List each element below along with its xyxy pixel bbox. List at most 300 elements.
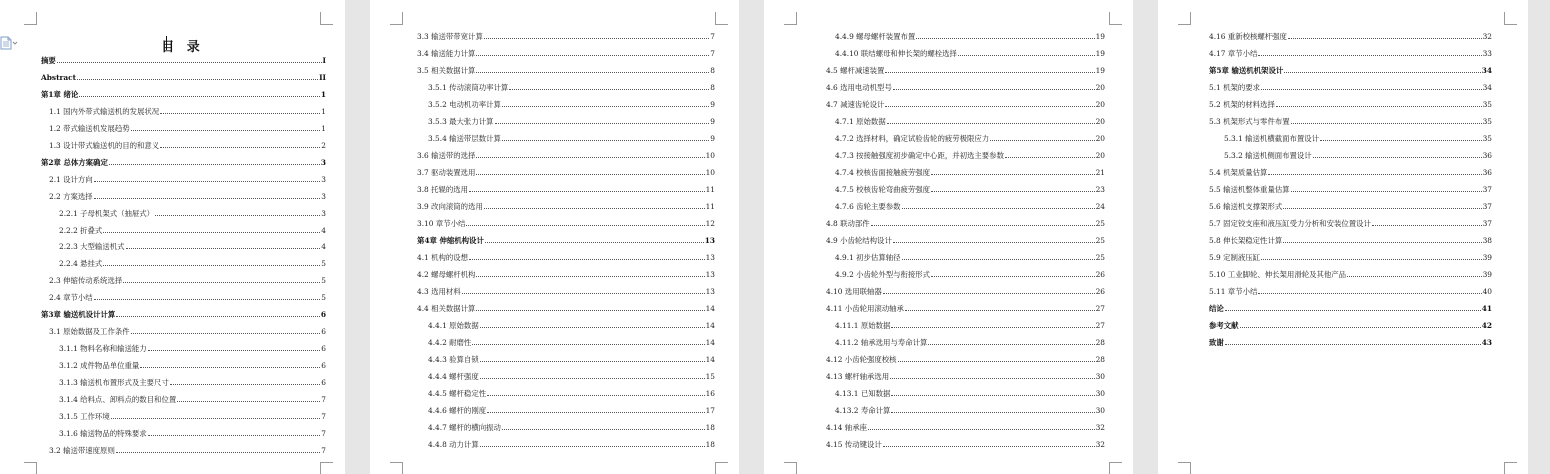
toc-entry-title: 2.4 章节小结: [49, 293, 93, 303]
toc-entry-title: 3.1.5 工作环境: [59, 411, 110, 421]
toc-entry-title: 3.4 输送能力计算: [417, 49, 476, 58]
toc-entry-page-number: 14: [705, 338, 715, 347]
toc-entry-page-number: 8: [710, 66, 715, 75]
toc-entry[interactable]: [59, 226, 326, 235]
toc-entry-page-number: 28: [1095, 355, 1105, 364]
toc-entry-page-number: I: [322, 56, 326, 65]
toc-leader-dots: [131, 130, 321, 131]
toc-entry-title: 致谢: [1209, 338, 1224, 347]
toc-entry-title: 4.7.1 原始数据: [835, 117, 886, 126]
toc-entry[interactable]: [417, 287, 715, 296]
toc-entry-title: 4.2 螺母螺杆机构: [417, 270, 476, 279]
toc-leader-dots: [469, 191, 705, 192]
toc-leader-dots: [885, 72, 1094, 73]
toc-entry[interactable]: [1224, 134, 1492, 143]
toc-leader-dots: [1313, 157, 1482, 158]
toc-leader-dots: [160, 113, 320, 114]
toc-leader-dots: [1258, 293, 1481, 294]
toc-entry-page-number: 7: [321, 445, 326, 455]
toc-leader-dots: [893, 242, 1095, 243]
toc-entry-page-number: 7: [321, 395, 326, 404]
toc-entry[interactable]: [417, 219, 715, 228]
document-page-3: [764, 0, 1133, 474]
toc-entry[interactable]: [417, 202, 715, 211]
toc-entry-page-number: 11: [705, 202, 715, 211]
toc-entry[interactable]: [1209, 287, 1492, 296]
toc-entry-page-number: 5: [321, 276, 326, 286]
toc-entry-title: 4.4.4 螺杆强度: [428, 372, 479, 381]
toc-entry[interactable]: [826, 440, 1105, 449]
toc-entry-title: 4.13.1 已知数据: [835, 389, 891, 398]
toc-entry[interactable]: [826, 100, 1105, 109]
toc-entry-page-number: 14: [705, 304, 715, 313]
toc-entry[interactable]: [826, 236, 1105, 245]
toc-entry-title: 4.9 小齿轮结构设计: [826, 236, 892, 245]
toc-entry-title: 4.14 轴承座: [826, 423, 867, 432]
toc-entry-page-number: 6: [321, 361, 326, 371]
toc-entry[interactable]: [835, 406, 1105, 415]
toc-entry-page-number: 8: [710, 83, 715, 92]
toc-entry[interactable]: [1209, 49, 1492, 58]
toc-leader-dots: [103, 232, 320, 233]
toc-entry[interactable]: [49, 141, 326, 150]
toc-entry-title: 2.2.4 悬挂式: [59, 259, 103, 269]
toc-entry[interactable]: [835, 321, 1105, 330]
toc-entry-title: 4.1 机构的设想: [417, 253, 469, 262]
toc-entry[interactable]: [826, 372, 1105, 381]
toc-entry[interactable]: [428, 117, 715, 126]
toc-entry-page-number: 17: [705, 406, 715, 415]
toc-entry[interactable]: [835, 134, 1105, 143]
toc-entry[interactable]: [1209, 253, 1492, 262]
toc-leader-dots: [109, 164, 320, 165]
toc-leader-dots: [890, 378, 1094, 379]
toc-entry-title: 5.3.2 输送机侧面布置设计: [1224, 151, 1312, 160]
toc-entry-page-number: 30: [1095, 372, 1105, 381]
toc-leader-dots: [1288, 38, 1482, 39]
toc-entry-page-number: 7: [710, 49, 715, 58]
toc-entry-title: 5.10 工业脚轮、伸长架用滑轮及其他产品: [1209, 270, 1347, 279]
toc-entry-title: 3.2 输送带速度原则: [49, 445, 115, 455]
toc-entry[interactable]: [1209, 83, 1492, 92]
toc-entry[interactable]: [49, 124, 326, 133]
toc-entry-page-number: 1: [320, 89, 326, 99]
toc-entry-page-number: 32: [1095, 440, 1105, 449]
toc-entry[interactable]: [428, 338, 715, 347]
toc-entry-page-number: 33: [1482, 49, 1492, 58]
toc-entry[interactable]: [41, 56, 326, 65]
toc-entry-title: 结论: [1209, 304, 1224, 313]
page-gap: [345, 0, 370, 474]
toc-entry-page-number: 20: [1095, 83, 1105, 92]
toc-entry-page-number: 27: [1095, 304, 1105, 313]
toc-entry[interactable]: [417, 270, 715, 279]
toc-entry[interactable]: [1209, 168, 1492, 177]
toc-entry-title: 4.4.9 螺母螺杆装置布置: [835, 32, 916, 41]
toc-entry-title: 4.4.8 动力计算: [428, 440, 479, 449]
toc-entry[interactable]: [59, 259, 326, 268]
toc-entry[interactable]: [1209, 117, 1492, 126]
toc-entry[interactable]: [835, 117, 1105, 126]
toc-entry[interactable]: [49, 175, 326, 184]
toc-entry[interactable]: [1209, 321, 1492, 330]
toc-leader-dots: [476, 310, 704, 311]
toc-entry[interactable]: [826, 219, 1105, 228]
toc-entry-page-number: 18: [705, 423, 715, 432]
toc-entry[interactable]: [835, 151, 1105, 160]
toc-leader-dots: [885, 106, 1094, 107]
toc-entry[interactable]: [428, 321, 715, 330]
crop-mark: [1504, 462, 1517, 474]
toc-entry[interactable]: [428, 372, 715, 381]
toc-entry[interactable]: [835, 338, 1105, 347]
toc-entry[interactable]: [428, 355, 715, 364]
toc-entry[interactable]: [428, 100, 715, 109]
toc-leader-dots: [495, 123, 710, 124]
toc-entry-title: 4.4.1 原始数据: [428, 321, 479, 330]
crop-mark: [320, 462, 333, 474]
toc-entry-page-number: 6: [321, 344, 326, 354]
toc-entry-title: 5.4 机架质量估算: [1209, 168, 1268, 177]
toc-entry-page-number: 14: [705, 355, 715, 364]
toc-entry-title: 第4章 伸缩机构设计: [417, 236, 484, 245]
toc-entry-title: 3.7 驱动装置选用: [417, 168, 476, 177]
toc-entry[interactable]: [59, 209, 326, 218]
toc-entry[interactable]: [835, 168, 1105, 177]
toc-leader-dots: [160, 147, 320, 148]
toc-leader-dots: [502, 140, 709, 141]
document-page-2: [370, 0, 739, 474]
toc-entry[interactable]: [1224, 151, 1492, 160]
toc-entry-title: 3.1.3 输送机布置形式及主要尺寸: [59, 378, 169, 388]
toc-entry[interactable]: [49, 446, 326, 455]
toc-entry-title: 3.1.6 输送物品的特殊要求: [59, 428, 147, 438]
toc-entry[interactable]: [1209, 338, 1492, 347]
toc-entry-title: 第3章 输送机设计计算: [41, 310, 116, 320]
toc-entry-page-number: 11: [705, 185, 715, 194]
toc-entry-page-number: 40: [1482, 287, 1492, 296]
toc-leader-dots: [487, 395, 704, 396]
toc-entry[interactable]: [59, 344, 326, 353]
toc-entry[interactable]: [49, 293, 326, 302]
toc-entry[interactable]: [41, 73, 326, 82]
toc-entry[interactable]: [59, 412, 326, 421]
toc-entry[interactable]: [826, 355, 1105, 364]
toc-leader-dots: [1284, 72, 1480, 73]
toc-entry-title: 摘要: [41, 56, 56, 65]
toc-entry-page-number: 18: [705, 440, 715, 449]
toc-entry[interactable]: [1209, 202, 1492, 211]
toc-entry[interactable]: [49, 192, 326, 201]
toc-leader-dots: [94, 198, 321, 199]
toc-entry-title: 4.11.2 轴承选用与寿命计算: [835, 338, 928, 347]
crop-mark: [784, 12, 797, 25]
toc-entry[interactable]: [1209, 270, 1492, 279]
toc-entry-page-number: 4: [321, 225, 326, 235]
toc-entry-title: 2.1 设计方向: [49, 174, 93, 184]
toc-entry[interactable]: [59, 429, 326, 438]
toc-leader-dots: [887, 123, 1095, 124]
crop-mark: [24, 12, 37, 25]
toc-entry-title: 4.13 螺杆轴承选用: [826, 372, 890, 381]
toc-entry-page-number: 20: [1095, 134, 1105, 143]
toc-leader-dots: [916, 38, 1094, 39]
toc-entry[interactable]: [835, 32, 1105, 41]
toc-leader-dots: [480, 378, 705, 379]
toc-entry[interactable]: [1209, 236, 1492, 245]
toc-entry-page-number: 13: [705, 287, 715, 296]
toc-entry-title: 4.5 螺杆减速装置: [826, 66, 885, 75]
toc-leader-dots: [94, 299, 321, 300]
toc-leader-dots: [509, 89, 709, 90]
toc-entry-page-number: 5: [321, 259, 326, 269]
toc-entry-title: 5.3.1 输送机横截面布置设计: [1224, 134, 1320, 143]
toc-leader-dots: [131, 333, 321, 334]
toc-entry-page-number: 25: [1095, 219, 1105, 228]
toc-entry-title: 4.4.6 螺杆的刚度: [428, 406, 487, 415]
toc-entry-page-number: 28: [1095, 338, 1105, 347]
document-page-4: [1158, 0, 1528, 474]
toc-leader-dots: [958, 55, 1095, 56]
toc-entry[interactable]: [428, 406, 715, 415]
toc-entry-page-number: 3: [321, 174, 326, 184]
crop-mark: [715, 462, 728, 474]
toc-entry-page-number: 36: [1482, 168, 1492, 177]
toc-entry[interactable]: [59, 395, 326, 404]
toc-entry-page-number: 20: [1095, 100, 1105, 109]
toc-entry[interactable]: [417, 168, 715, 177]
toc-leader-dots: [931, 174, 1095, 175]
toc-leader-dots: [990, 140, 1094, 141]
toc-entry-title: 2.2 方案选择: [49, 191, 93, 201]
toc-entry-title: 1.1 国内外带式输送机的发展状况: [49, 106, 160, 116]
toc-entry[interactable]: [49, 276, 326, 285]
toc-entry-page-number: 35: [1482, 100, 1492, 109]
toc-leader-dots: [480, 327, 705, 328]
toc-entry[interactable]: [826, 423, 1105, 432]
toc-entry-page-number: 14: [705, 321, 715, 330]
toc-entry-page-number: 1: [321, 123, 326, 133]
toc-entry-page-number: 13: [705, 253, 715, 262]
toc-entry-title: 4.4 相关数据计算: [417, 304, 476, 313]
toc-entry[interactable]: [826, 66, 1105, 75]
toc-entry-title: 3.1 原始数据及工作条件: [49, 327, 130, 337]
toc-entry[interactable]: [1209, 32, 1492, 41]
crop-mark: [1178, 12, 1191, 25]
toc-leader-dots: [931, 276, 1095, 277]
crop-mark: [1109, 462, 1122, 474]
toc-entry-page-number: 20: [1095, 117, 1105, 126]
crop-mark: [390, 462, 403, 474]
toc-entry-page-number: 20: [1095, 151, 1105, 160]
toc-entry-page-number: 35: [1482, 134, 1492, 143]
toc-entry[interactable]: [41, 310, 326, 319]
toc-entry[interactable]: [428, 134, 715, 143]
toc-entry-page-number: 3: [321, 208, 326, 218]
toc-leader-dots: [487, 412, 704, 413]
toc-entry-title: 3.3 输送带带宽计算: [417, 32, 483, 41]
toc-entry[interactable]: [1209, 185, 1492, 194]
toc-entry-title: 4.7.2 选择材料，确定试验齿轮的疲劳极限应力: [835, 134, 990, 143]
toc-leader-dots: [883, 293, 1095, 294]
toc-entry-title: 2.2.3 大型输送机式: [59, 242, 125, 252]
toc-entry-page-number: 6: [321, 378, 326, 388]
toc-leader-dots: [891, 395, 1094, 396]
toc-entry-page-number: 2: [321, 140, 326, 150]
toc-entry-title: 3.1.2 成件物品单位重量: [59, 361, 140, 371]
page-gap: [739, 0, 764, 474]
toc-entry[interactable]: [417, 32, 715, 41]
toc-entry-title: 4.4.2 耐磨性: [428, 338, 472, 347]
toc-entry-title: 4.10 选用联轴器: [826, 287, 882, 296]
toc-title: 目 录: [161, 40, 204, 55]
toc-entry-title: 4.16 重新校核螺杆强度: [1209, 32, 1287, 41]
toc-entry-title: 4.7 减速齿轮设计: [826, 100, 885, 109]
toc-entry-title: 4.13.2 寿命计算: [835, 406, 891, 415]
toc-entry-title: 4.9.1 初步估算轴径: [835, 253, 901, 262]
toc-leader-dots: [77, 79, 318, 80]
toc-entry[interactable]: [417, 253, 715, 262]
toc-entry-page-number: 42: [1481, 321, 1492, 330]
toc-entry-page-number: 25: [1095, 236, 1105, 245]
toc-entry[interactable]: [49, 107, 326, 116]
toc-entry-title: 3.5.1 传动滚筒功率计算: [428, 83, 509, 92]
toc-entry[interactable]: [428, 423, 715, 432]
toc-leader-dots: [462, 293, 705, 294]
toc-entry-page-number: 16: [705, 389, 715, 398]
toc-entry-page-number: 25: [1095, 253, 1105, 262]
toc-entry-title: 4.12 小齿轮强度校核: [826, 355, 897, 364]
toc-entry-page-number: II: [319, 72, 326, 82]
toc-entry[interactable]: [826, 83, 1105, 92]
toc-entry-page-number: 19: [1095, 32, 1105, 41]
toc-leader-dots: [57, 62, 322, 63]
toc-entry[interactable]: [59, 242, 326, 251]
toc-entry[interactable]: [417, 151, 715, 160]
toc-leader-dots: [79, 96, 320, 97]
toc-entry-page-number: 7: [321, 428, 326, 438]
toc-entry[interactable]: [1209, 66, 1492, 75]
toc-entry[interactable]: [835, 49, 1105, 58]
crop-mark: [784, 462, 797, 474]
toc-entry[interactable]: [417, 49, 715, 58]
toc-entry[interactable]: [59, 378, 326, 387]
toc-leader-dots: [140, 367, 320, 368]
toc-leader-dots: [111, 418, 321, 419]
toc-entry-title: 3.1.1 物料名称和输送能力: [59, 344, 147, 354]
toc-entry[interactable]: [428, 83, 715, 92]
toc-entry[interactable]: [41, 90, 326, 99]
toc-entry-title: 2.3 伸缩传动系统选择: [49, 276, 123, 286]
toc-entry-page-number: 27: [1095, 321, 1105, 330]
toc-entry-title: 3.9 改向滚筒的选用: [417, 202, 483, 211]
toc-entry-title: 4.3 选用材料: [417, 287, 461, 296]
toc-leader-dots: [502, 429, 705, 430]
toc-leader-dots: [928, 344, 1094, 345]
toc-entry-title: 4.11.1 原始数据: [835, 321, 891, 330]
toc-entry-page-number: 9: [710, 100, 715, 109]
toc-entry-title: 4.4.10 联结螺母和伸长架的螺栓选择: [835, 49, 957, 58]
document-icon[interactable]: [0, 35, 18, 54]
toc-entry[interactable]: [835, 185, 1105, 194]
toc-entry[interactable]: [417, 185, 715, 194]
toc-leader-dots: [898, 361, 1095, 362]
toc-entry[interactable]: [41, 158, 326, 167]
toc-entry-page-number: 12: [705, 219, 715, 228]
toc-entry-title: 5.1 机架的要求: [1209, 83, 1261, 92]
toc-entry-title: 5.5 输送机整体重量估算: [1209, 185, 1290, 194]
toc-entry-title: 2.2.2 折叠式: [59, 225, 103, 235]
toc-entry[interactable]: [826, 304, 1105, 313]
toc-entry[interactable]: [1209, 304, 1492, 313]
toc-leader-dots: [485, 242, 704, 243]
toc-entry-title: Abstract: [41, 72, 77, 82]
toc-leader-dots: [1291, 123, 1482, 124]
toc-entry-page-number: 30: [1095, 389, 1105, 398]
toc-entry[interactable]: [835, 389, 1105, 398]
toc-entry-title: 4.7.3 按接触强度初步确定中心距，并初选主要参数: [835, 151, 1004, 160]
toc-entry-title: 3.5.3 最大张力计算: [428, 117, 494, 126]
toc-leader-dots: [177, 401, 320, 402]
toc-entry[interactable]: [417, 66, 715, 75]
toc-entry[interactable]: [417, 236, 715, 245]
toc-entry-page-number: 37: [1482, 219, 1492, 228]
toc-entry-title: 3.6 输送带的选择: [417, 151, 476, 160]
toc-entry-page-number: 10: [705, 151, 715, 160]
toc-leader-dots: [1291, 191, 1482, 192]
toc-leader-dots: [1283, 242, 1481, 243]
toc-leader-dots: [170, 384, 320, 385]
toc-entry[interactable]: [835, 253, 1105, 262]
toc-entry-title: 参考文献: [1209, 321, 1239, 330]
toc-entry-page-number: 7: [710, 32, 715, 41]
toc-entry-page-number: 39: [1482, 270, 1492, 279]
toc-entry[interactable]: [59, 361, 326, 370]
crop-mark: [320, 12, 333, 25]
crop-mark: [1109, 12, 1122, 25]
toc-entry-title: 5.8 伸长架稳定性计算: [1209, 236, 1283, 245]
toc-entry[interactable]: [428, 389, 715, 398]
toc-entry[interactable]: [835, 202, 1105, 211]
toc-entry[interactable]: [428, 440, 715, 449]
toc-entry[interactable]: [417, 304, 715, 313]
toc-leader-dots: [893, 89, 1095, 90]
toc-entry[interactable]: [1209, 219, 1492, 228]
toc-leader-dots: [476, 276, 704, 277]
toc-entry-title: 4.8 联动部件: [826, 219, 870, 228]
toc-entry-title: 4.4.5 螺杆稳定性: [428, 389, 487, 398]
crop-mark: [715, 12, 728, 25]
toc-entry-page-number: 6: [320, 310, 326, 320]
toc-entry[interactable]: [49, 327, 326, 336]
toc-entry-page-number: 4: [321, 242, 326, 252]
toc-entry-page-number: 34: [1482, 83, 1492, 92]
toc-entry[interactable]: [835, 270, 1105, 279]
toc-leader-dots: [1276, 106, 1482, 107]
toc-leader-dots: [871, 225, 1095, 226]
toc-leader-dots: [1320, 140, 1482, 141]
toc-entry[interactable]: [826, 287, 1105, 296]
toc-leader-dots: [1347, 276, 1482, 277]
toc-entry-page-number: 5: [321, 293, 326, 303]
toc-leader-dots: [480, 361, 705, 362]
toc-entry-title: 第5章 输送机机架设计: [1209, 66, 1284, 75]
toc-leader-dots: [1372, 225, 1482, 226]
toc-entry-title: 4.15 传动键设计: [826, 440, 882, 449]
toc-leader-dots: [94, 181, 321, 182]
toc-entry[interactable]: [1209, 100, 1492, 109]
toc-entry-page-number: 32: [1482, 32, 1492, 41]
